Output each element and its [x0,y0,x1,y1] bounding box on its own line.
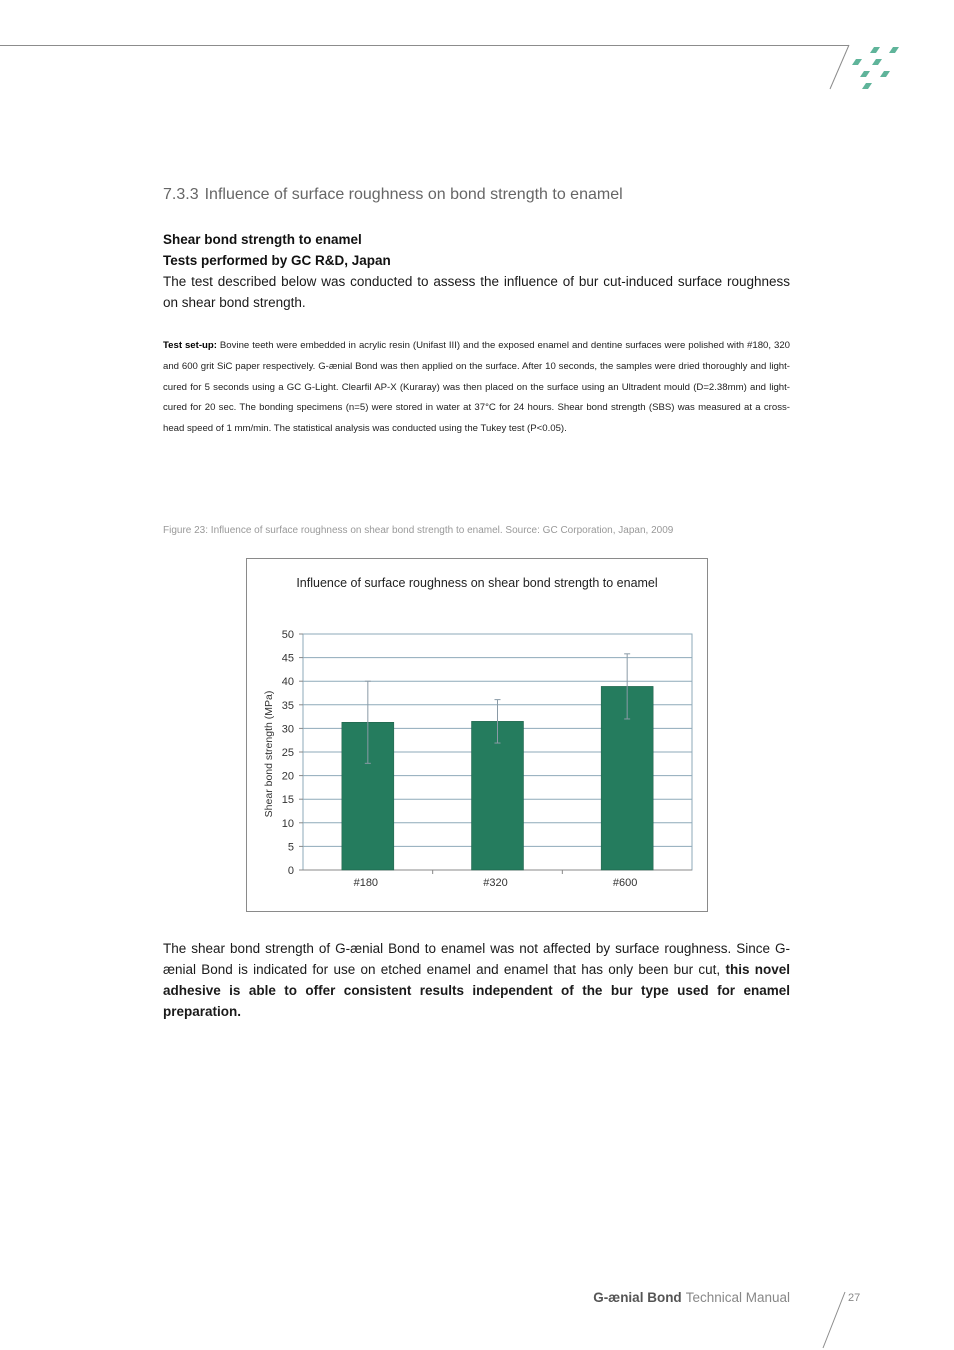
test-setup-text: Bovine teeth were embedded in acrylic resin (Unifast III) and the exposed enamel and dentine surfaces were polished with #180, 320 and 600 grit SiC paper respectively. G-ænial Bond was then applied on the surface. After 10 seconds, the samples were dried thoroughly and light-cured for 5 seconds using a GC G-Light. Clearfil AP-X (Kuraray) was then placed on the surface using an Ultradent mould (D=2.38mm) and light-cured for 20 sec. The bonding specimens (n=5) were stored in water at 37°C for 24 hours. Shear bond strength (SBS) was measured at a cross-head speed of 1 mm/min. The statistical analysis was conducted using the Tukey test (P<0.05). [163,340,790,435]
test-setup-paragraph [163,336,790,440]
footer-brand [593,1290,790,1305]
x-tick-label: #600 [612,877,638,889]
y-tick-label: 20 [281,770,294,783]
y-axis-label: Shear bond strength (MPa) [263,690,275,818]
y-tick-label: 50 [281,629,294,641]
y-tick-label: 10 [281,817,294,830]
section-heading [163,186,623,204]
y-tick-label: 30 [281,723,294,736]
subheading-tests-performed: Tests performed by GC R&D, Japan [163,253,391,268]
conclusion-bold-text: this novel adhesive is able to offer consistent results independent of the bur type used for enamel preparation. [163,962,790,1019]
conclusion-paragraph [163,938,790,1022]
y-tick-label: 40 [281,676,294,689]
chart-canvas [247,559,707,911]
page-number: 27 [848,1292,861,1304]
header-decoration [0,0,954,100]
diagonal-dash-pattern-icon [852,47,899,89]
section-number: 7.3.3 [163,186,199,203]
conclusion-text: The shear bond strength of G-ænial Bond to enamel was not affected by surface roughness. Since G-ænial Bond is indicated for use on etched enamel and enamel that has only been bur cut, [163,941,790,977]
test-setup-label: Test set-up: [163,340,217,351]
y-tick-label: 0 [287,865,294,877]
y-tick-label: 5 [287,841,294,854]
y-tick-label: 15 [281,794,294,807]
y-tick-label: 25 [281,747,294,759]
x-tick-label: #320 [483,877,508,889]
bar [472,721,524,870]
footer-product-name: G-ænial Bond [593,1290,682,1305]
section-title: Influence of surface roughness on bond strength to enamel [204,186,623,203]
subheading-shear-bond: Shear bond strength to enamel [163,232,362,247]
chart-title: Influence of surface roughness on shear bond strength to enamel [296,576,658,590]
figure-caption: Figure 23: Influence of surface roughness on shear bond strength to enamel. Source: GC Corporation, Japan, 2009 [163,525,674,536]
bar-chart [246,558,708,912]
x-tick-label: #180 [353,877,379,889]
y-tick-label: 35 [281,699,294,712]
footer-manual-label: Technical Manual [685,1290,790,1305]
y-tick-label: 45 [281,652,294,665]
intro-paragraph: The test described below was conducted to assess the influence of bur cut-induced surface roughness on shear bond strength. [163,274,790,310]
